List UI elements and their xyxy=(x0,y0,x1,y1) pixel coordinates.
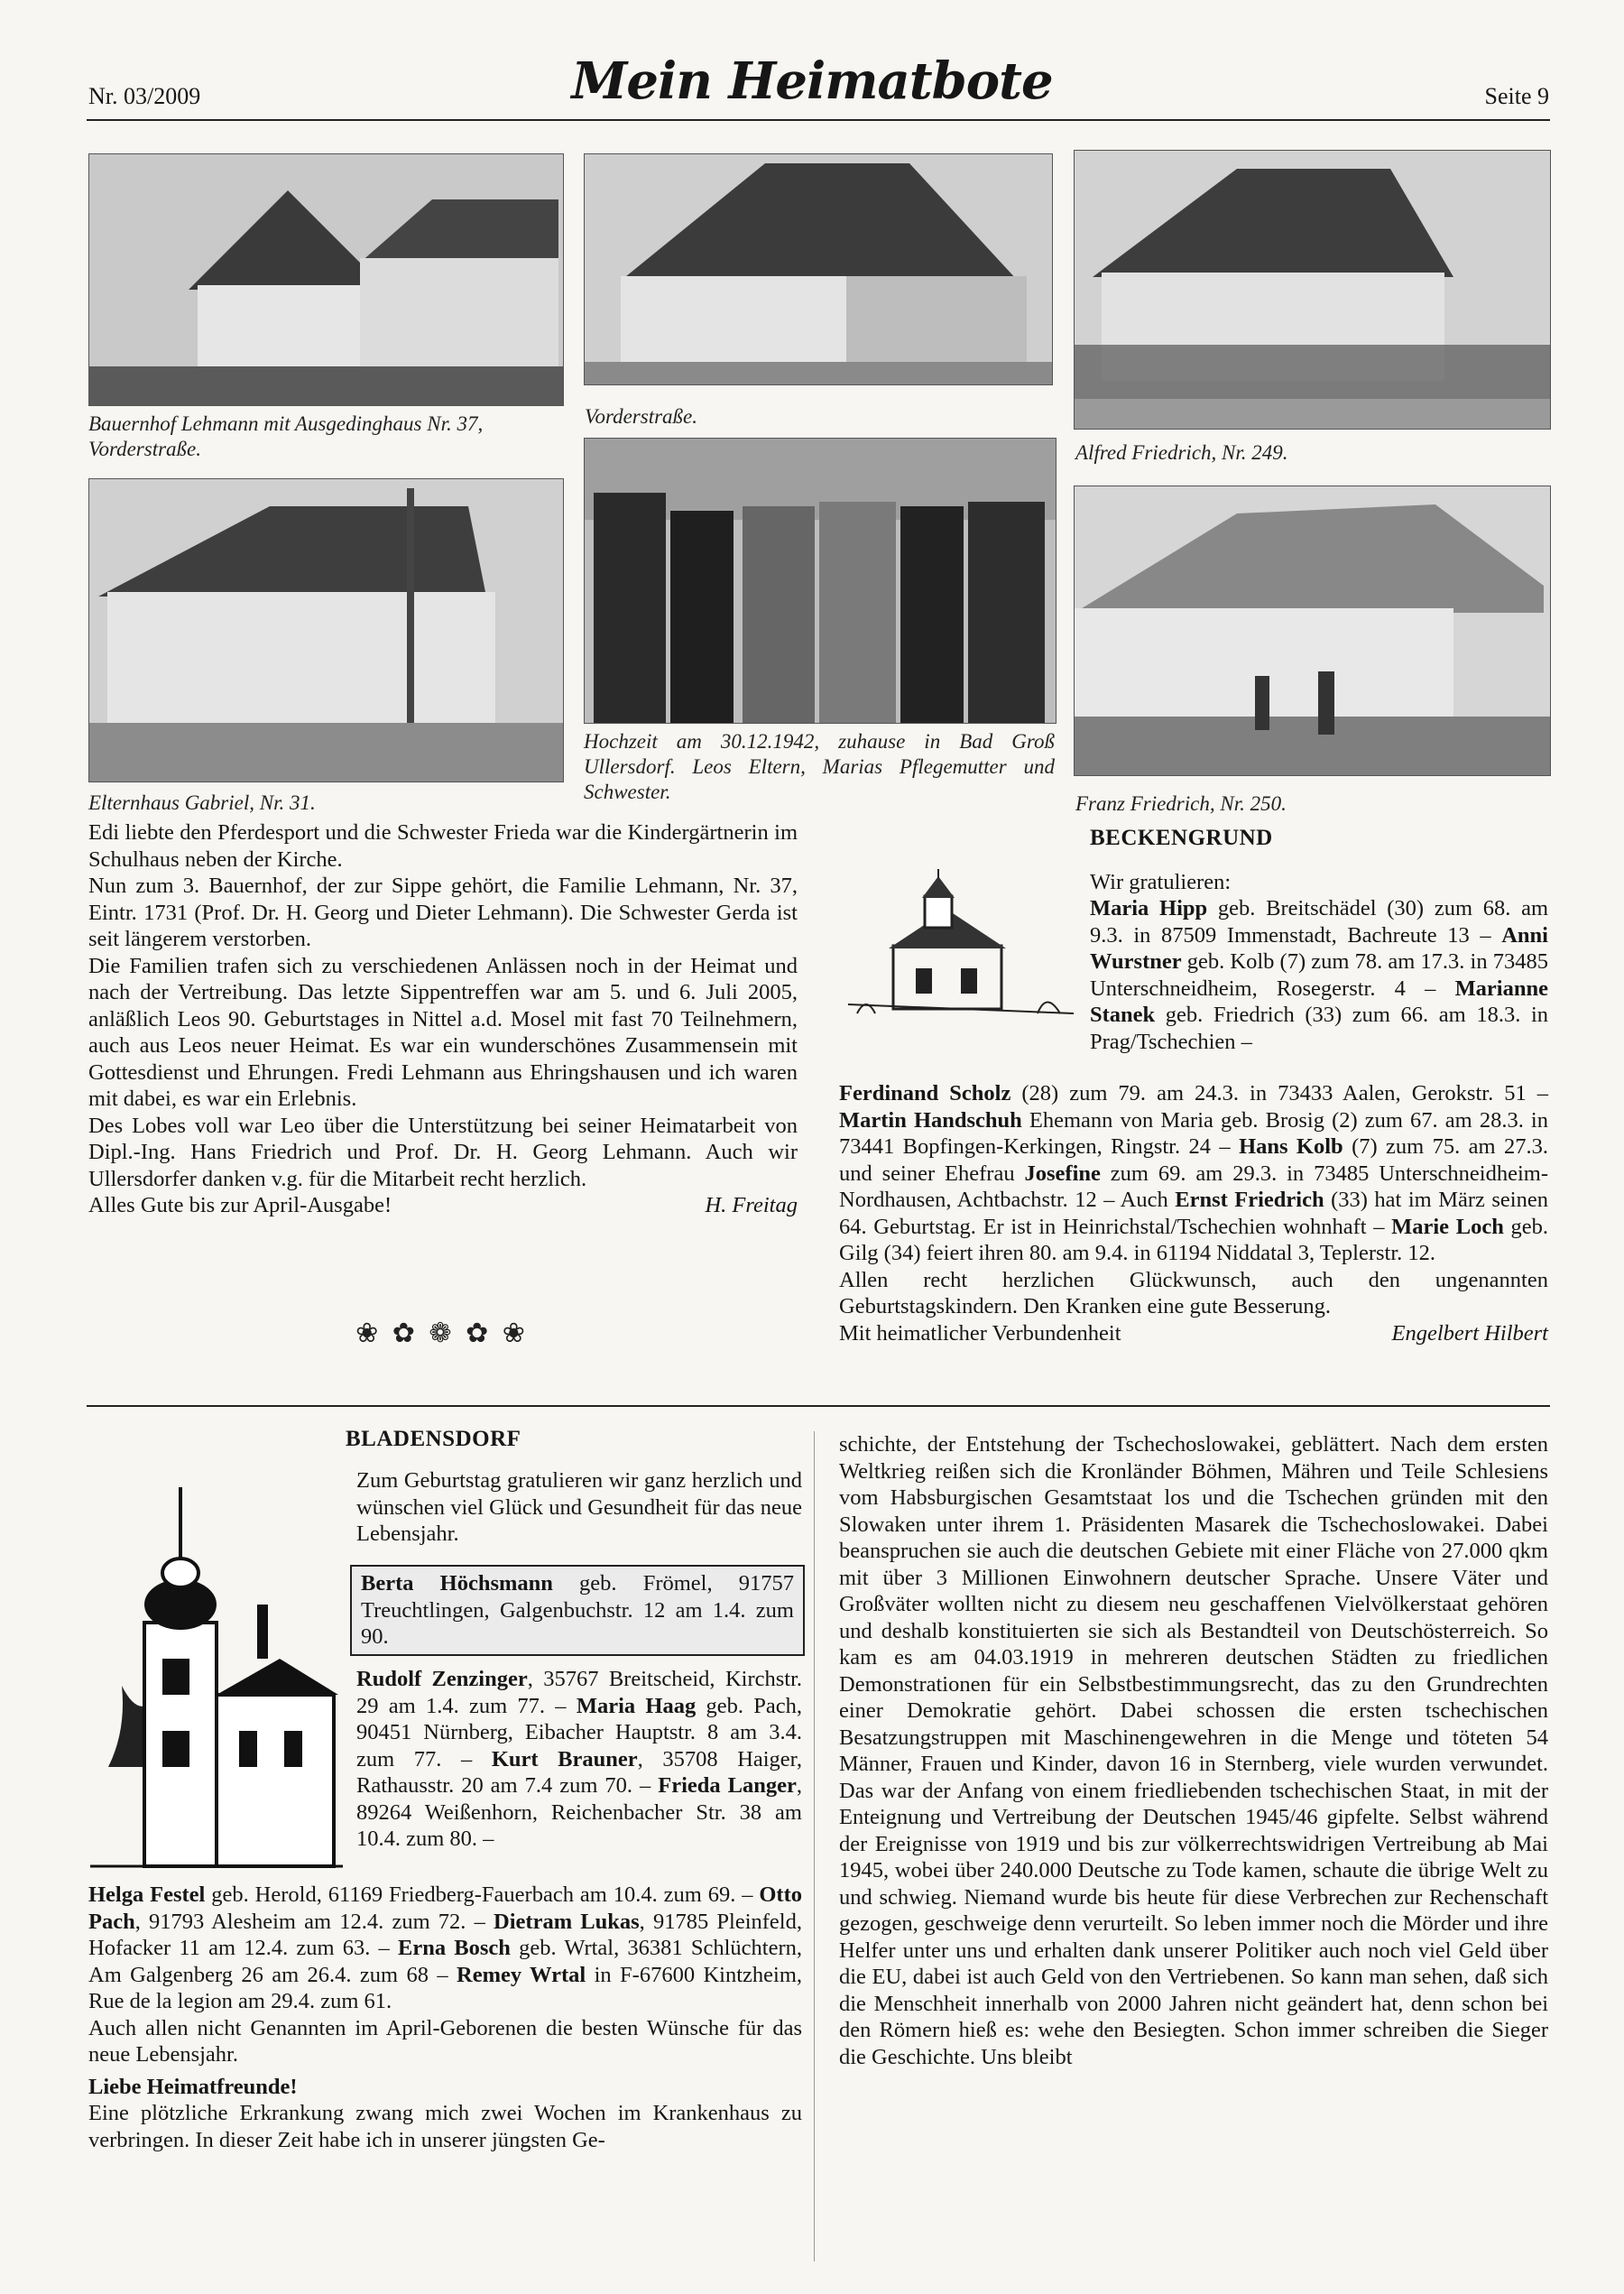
author-signature: Engelbert Hilbert xyxy=(1391,1320,1548,1346)
beckengrund-birthday-list-cont xyxy=(839,1080,1548,1346)
birthday-details: in F-67600 Kintzheim, Rue de la legion am 29.4. zum 61. xyxy=(88,1962,803,2013)
flower-ornament-icon: ❀ ✿ ❁ ✿ ❀ xyxy=(355,1318,529,1348)
birthday-details: , 91785 Pleinfeld, Hofacker 11 am 12.4. zum 63. – xyxy=(88,1909,802,1960)
caption-photo-4: Elternhaus Gabriel, Nr. 31. xyxy=(88,791,316,814)
paragraph: Nun zum 3. Bauernhof, der zur Sippe gehört, die Familie Lehmann, Nr. 37, Eintr. 1731 (Prof. Dr. H. Georg und Dieter Lehmann). Die Schwester Gerda ist seit längerem verstorben. xyxy=(88,874,798,951)
birthday-name: Marie Loch xyxy=(1391,1214,1504,1239)
paragraph: Des Lobes voll war Leo über die Unterstützung bei seiner Heimatarbeit von Dipl.-Ing. Hans Friedrich und Prof. Dr. H. Georg Lehmann. Auch wir Ullersdorfer danken v.g. für die Mitarbeit recht herzlich. xyxy=(88,1113,798,1191)
photo-vorderstrasse xyxy=(584,153,1053,385)
birthday-name: Maria Haag xyxy=(576,1693,697,1718)
birthday-details: (33) hat im März seinen 64. Geburtstag. Er ist in Heinrichstal/Tschechien wohnhaft – xyxy=(839,1188,1548,1239)
birthday-details: , 35708 Haiger, Rathausstr. 20 am 7.4 zum 70. – xyxy=(356,1746,802,1798)
paragraph: Edi liebte den Pferdesport und die Schwester Frieda war die Kindergärtnerin im Schulhaus neben der Kirche. xyxy=(88,820,798,872)
photo-elternhaus-gabriel xyxy=(88,478,564,782)
bladensdorf-birthday-list xyxy=(356,1666,802,1853)
birthday-details: geb. Pach, 90451 Nürnberg, Eibacher Hauptstr. 8 am 3.4. zum 77. – xyxy=(356,1693,802,1771)
birthday-name: Otto Pach xyxy=(88,1882,802,1934)
photo-farmhouse-lehmann xyxy=(88,153,564,406)
birthday-details: geb. Frömel, 91757 Treuchtlingen, Galgenbuchstr. 12 am 1.4. zum 90. xyxy=(361,1571,794,1649)
birthday-name: Dietram Lukas xyxy=(494,1909,640,1934)
photo-franz-friedrich xyxy=(1074,486,1551,776)
birthday-details: (7) zum 75. am 27.3. und seiner Ehefrau xyxy=(839,1134,1548,1186)
letter-greeting: Liebe Heimatfreunde! xyxy=(88,2074,298,2099)
article-czech-history: schichte, der Entstehung der Tschechoslowakei, geblättert. Nach dem ersten Weltkrieg reißen sich die Kronländer Böhmen, Mähren und Teile Schlesiens vom Habsburgischen Gesamtstaat los und die Tschechen gründen mit den Slowaken unter ihrem 1. Präsidenten Masarek die Tschechoslowakei. Dabei beanspruchen sie auch die deutschen Gebiete mit einer Fläche von 27.000 qkm mit über 3 Millionen Einwohnern deutscher Sprache. Unsere Väter und Großväter wollten nicht zu diesem neu geschaffenen Vielvölkerstaat gehören und deshalb konstituierten sie sich als Bestandteil von Deutschösterreich. So kam es am 04.03.1919 in mehreren deutschen Städten zu friedlichen Demonstrationen für ein Selbstbestimmungsrecht, das zu den Grundrechten einer Demokratie gehört. Dabei schossen die ersten tschechischen Besatzungstruppen mit Maschinengewehren in die Menge und töteten 54 Männer, Frauen und Kinder, davon 16 in Sternberg, viele wurden verwundet. Das war der Anfang von einem friedliebenden tschechischen Staat, in mit der Enteignung und Vertreibung der Deutschen 1945/46 gipfelte. Selbst während der Ereignisse von 1919 und bis zur völkerrechtswidrigen Vertreibung ab Mai 1945, wobei über 240.000 Deutsche zu Tode kamen, schaute die übrige Welt zu und schwieg. Niemand wurde bis heute für diese Verbrechen zur Rechenschaft gezogen, geschweige denn verurteilt. So leben immer noch die Mörder und ihre Helfer unter uns und erhalten dank unserer Politiker auch noch viel Geld über die EU, dabei ist auch Geld von den Vertriebenen. So kann man sehen, daß sich die Menschheit innerhalb von 2000 Jahren nicht geändert hat, denn schon bei den Römern hieß es: wehe den Besiegten. Schon immer schreiben die Sieger die Geschichte. Uns bleibt xyxy=(839,1432,1548,2069)
bladensdorf-closing: Auch allen nicht Genannten im April-Geborenen die besten Wünsche für das neue Lebensjahr. xyxy=(88,2015,802,2067)
birthday-details: geb. Gilg (34) feiert ihren 80. am 9.4. in 61194 Niddatal 3, Teplerstr. 12. xyxy=(839,1214,1548,1265)
section-title-bladensdorf: BLADENSDORF xyxy=(346,1427,521,1451)
birthday-name: Ernst Friedrich xyxy=(1175,1188,1324,1212)
birthday-details: geb. Kolb (7) zum 78. am 17.3. in 73485 Unterschneidheim, Rosegerstr. 4 – xyxy=(1090,949,1548,1001)
birthday-name: Ferdinand Scholz xyxy=(839,1081,1011,1105)
page-number: Seite 9 xyxy=(1484,83,1549,109)
birthday-details: Ehemann von Maria geb. Brosig (2) zum 67. am 28.3. in 73441 Bopfingen-Kerkingen, Ringstr. 24 – xyxy=(839,1107,1548,1159)
author-signature: H. Freitag xyxy=(705,1193,798,1217)
birthday-name: Helga Festel xyxy=(88,1882,206,1907)
birthday-details: , 89264 Weißenhorn, Reichenbacher Str. 38 am 10.4. zum 80. – xyxy=(356,1773,802,1851)
masthead-title: Mein Heimatbote xyxy=(571,51,1053,111)
beckengrund-intro: Wir gratulieren: xyxy=(1090,870,1232,894)
birthday-details: , 91793 Alesheim am 12.4. zum 72. – xyxy=(134,1909,494,1934)
caption-photo-6: Franz Friedrich, Nr. 250. xyxy=(1075,792,1287,815)
birthday-details: geb. Wrtal, 36381 Schlüchtern, Am Galgenberg 26 am 26.4. zum 68 – xyxy=(88,1936,803,1987)
caption-photo-1: Bauernhof Lehmann mit Ausgedinghaus Nr. 37, Vorderstraße. xyxy=(88,412,484,460)
article-lehmann-family xyxy=(88,819,798,1219)
birthday-name: Remey Wrtal xyxy=(457,1962,586,1987)
church-drawing-icon xyxy=(90,1469,343,1884)
birthday-name: Erna Bosch xyxy=(398,1936,511,1960)
birthday-name: Anni Wurstner xyxy=(1090,922,1548,974)
column-divider xyxy=(814,1431,815,2262)
caption-photo-5: Hochzeit am 30.12.1942, zuhause in Bad Groß Ullersdorf. Leos Eltern, Marias Pflegemutter und Schwester. xyxy=(584,730,1055,803)
caption-photo-3: Alfred Friedrich, Nr. 249. xyxy=(1075,441,1288,464)
beckengrund-closing: Allen recht herzlichen Glückwunsch, auch den ungenannten Geburtstagskindern. Den Kranken eine gute Besserung. xyxy=(839,1267,1548,1318)
closing-line xyxy=(88,1192,798,1219)
photo-wedding-1942 xyxy=(584,438,1057,724)
issue-number: Nr. 03/2009 xyxy=(88,83,201,109)
section-title-beckengrund: BECKENGRUND xyxy=(1090,826,1273,850)
birthday-name: Martin Handschuh xyxy=(839,1107,1022,1133)
birthday-name: Hans Kolb xyxy=(1239,1134,1343,1159)
birthday-name: Kurt Brauner xyxy=(491,1746,638,1771)
birthday-name: Josefine xyxy=(1024,1161,1101,1186)
birthday-details: (28) zum 79. am 24.3. in 73433 Aalen, Gerokstr. 51 – xyxy=(1010,1081,1548,1105)
caption-photo-2: Vorderstraße. xyxy=(585,405,698,428)
birthday-name: Frieda Langer xyxy=(658,1773,797,1798)
header-rule xyxy=(87,119,1550,121)
birthday-details: geb. Friedrich (33) zum 66. am 18.3. in Prag/Tschechien – xyxy=(1090,1003,1548,1054)
bladensdorf-intro: Zum Geburtstag gratulieren wir ganz herzlich und wünschen viel Glück und Gesundheit für das neue Lebensjahr. xyxy=(356,1468,802,1546)
bladensdorf-birthday-list-cont xyxy=(88,1882,802,2153)
birthday-name: Marianne Stanek xyxy=(1090,976,1548,1027)
birthday-details: zum 69. am 29.3. in 73485 Unterschneidheim-Nordhausen, Achtbachstr. 12 – Auch xyxy=(839,1161,1548,1212)
beckengrund-birthday-list xyxy=(839,895,1548,1055)
birthday-details: , 35767 Breitscheid, Kirchstr. 29 am 1.4. zum 77. – xyxy=(356,1667,802,1718)
closing-text: Alles Gute bis zur April-Ausgabe! xyxy=(88,1193,392,1217)
beckengrund-signoff xyxy=(839,1320,1548,1347)
birthday-details: geb. Herold, 61169 Friedberg-Fauerbach am 10.4. zum 69. – xyxy=(205,1882,760,1907)
photo-alfred-friedrich xyxy=(1074,150,1551,430)
letter-text: Eine plötzliche Erkrankung zwang mich zwei Wochen im Krankenhaus zu verbringen. In dieser Zeit habe ich in unserer jüngsten Ge- xyxy=(88,2101,802,2152)
signoff-text: Mit heimatlicher Verbundenheit xyxy=(839,1320,1121,1346)
highlighted-birthday-box xyxy=(350,1565,805,1656)
birthday-name: Berta Höchsmann xyxy=(361,1571,553,1596)
paragraph: Die Familien trafen sich zu verschiedenen Anlässen noch in der Heimat und nach der Vertreibung. Das letzte Sippentreffen war am 5. und 6. Juli 2005, anläßlich Leos 90. Geburtstages in Nittel a.d. Mosel mit fast 70 Teilnehmern, auch aus Leos neuer Heimat. Es war ein wunderschönes Zusammensein mit Gottesdienst und Ehrungen. Fredi Lehmann aus Ehringshausen und ich waren mit dabei, es war ein Erlebnis. xyxy=(88,953,798,1111)
birthday-name: Rudolf Zenzinger xyxy=(356,1667,528,1691)
birthday-details: geb. Breitschädel (30) zum 68. am 9.3. in 87509 Immenstadt, Bachreute 13 – xyxy=(1090,896,1549,948)
section-divider xyxy=(87,1405,1550,1407)
birthday-name: Maria Hipp xyxy=(1090,896,1208,920)
